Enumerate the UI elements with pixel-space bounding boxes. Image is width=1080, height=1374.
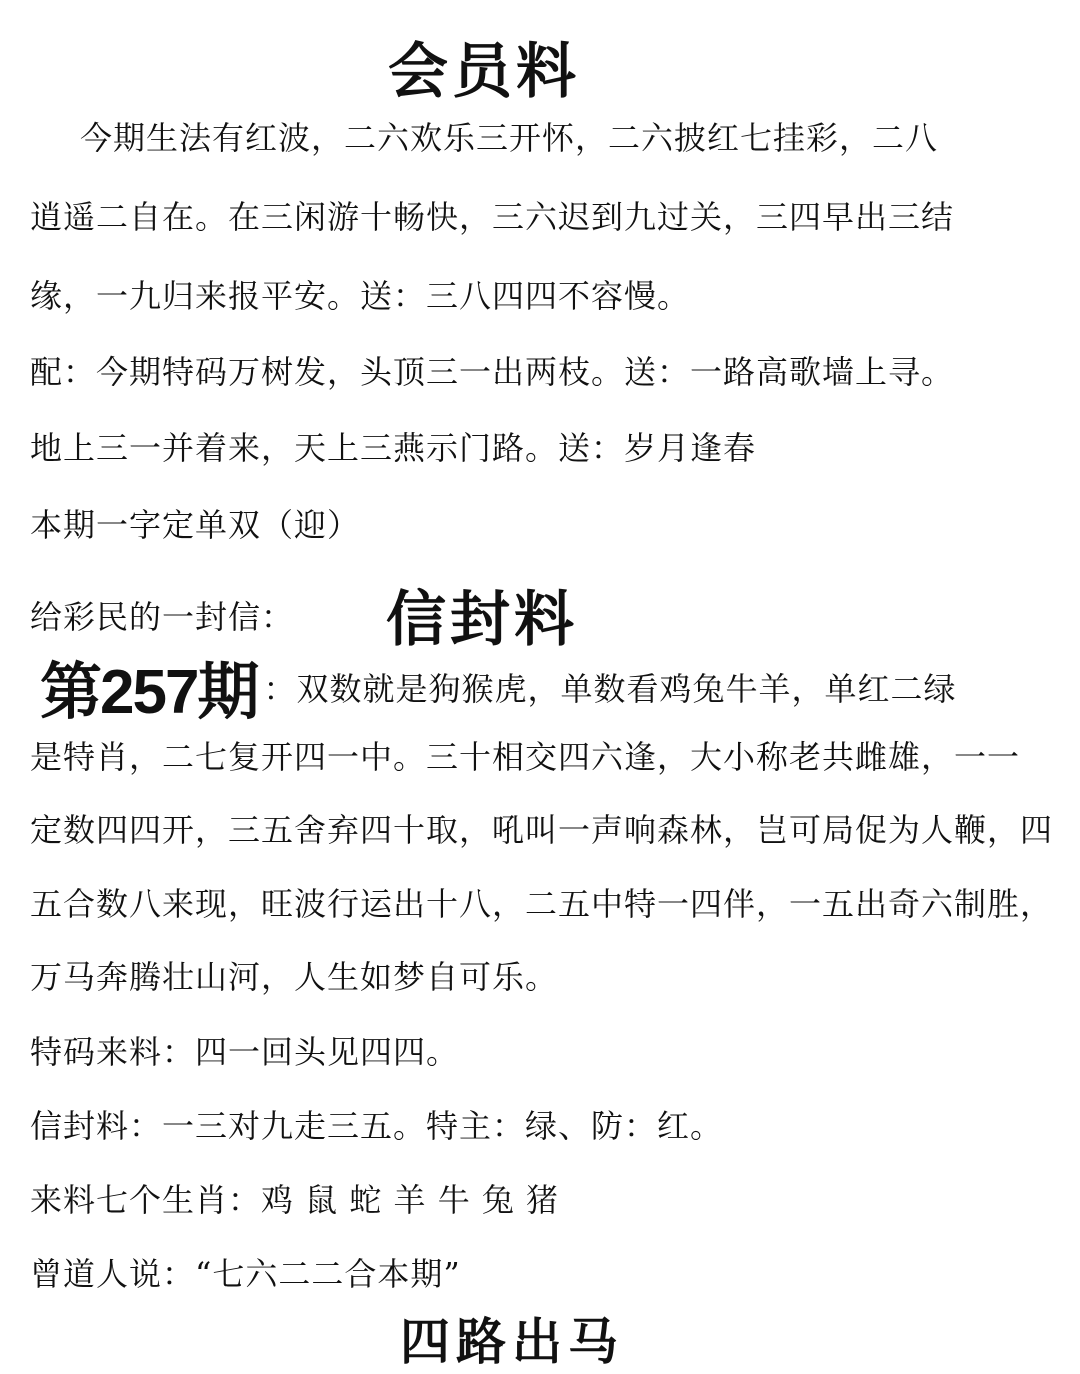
zodiac-line: 来料七个生肖：鸡 鼠 蛇 羊 牛 兔 猪	[30, 1181, 560, 1219]
four-roads-heading: 四路出马	[400, 1312, 624, 1371]
member-paragraph-line-3: 缘，一九归来报平安。送：三八四四不容慢。	[30, 277, 691, 315]
member-heading: 会员料	[388, 37, 580, 107]
pair-line-3: 本期一字定单双（迎）	[30, 506, 361, 544]
envelope-heading: 信封料	[386, 585, 579, 655]
issue-row	[40, 642, 956, 731]
issue-line-5: 万马奔腾壮山河，人生如梦自可乐。	[30, 958, 559, 996]
issue-first-line: ：双数就是狗猴虎，单数看鸡兔牛羊，单红二绿	[263, 669, 957, 708]
issue-line-4: 五合数八来现，旺波行运出十八，二五中特一四伴，一五出奇六制胜，	[30, 885, 1054, 923]
issue-line-3: 定数四四开，三五舍弃四十取，吼叫一声响森林，岂可局促为人鞭，四	[30, 811, 1054, 849]
member-paragraph-line-1: 今期生法有红波，二六欢乐三开怀，二六披红七挂彩，二八	[80, 119, 939, 157]
issue-number: 第257期	[40, 658, 258, 727]
pair-line-2: 地上三一并着来，天上三燕示门路。送：岁月逢春	[30, 429, 757, 467]
member-paragraph-line-2: 逍遥二自在。在三闲游十畅快，三六迟到九过关，三四早出三结	[30, 198, 955, 236]
quote-line: 曾道人说：“七六二二合本期”	[30, 1255, 461, 1293]
pair-line-1: 配：今期特码万树发，头顶三一出两枝。送：一路高歌墙上寻。	[30, 353, 955, 391]
letter-label: 给彩民的一封信：	[30, 598, 295, 636]
issue-line-2: 是特肖，二七复开四一中。三十相交四六逢，大小称老共雌雄，一一	[30, 738, 1021, 776]
envelope-info-line: 信封料：一三对九走三五。特主：绿、防：红。	[30, 1107, 724, 1145]
special-code-line: 特码来料：四一回头见四四。	[30, 1033, 460, 1071]
